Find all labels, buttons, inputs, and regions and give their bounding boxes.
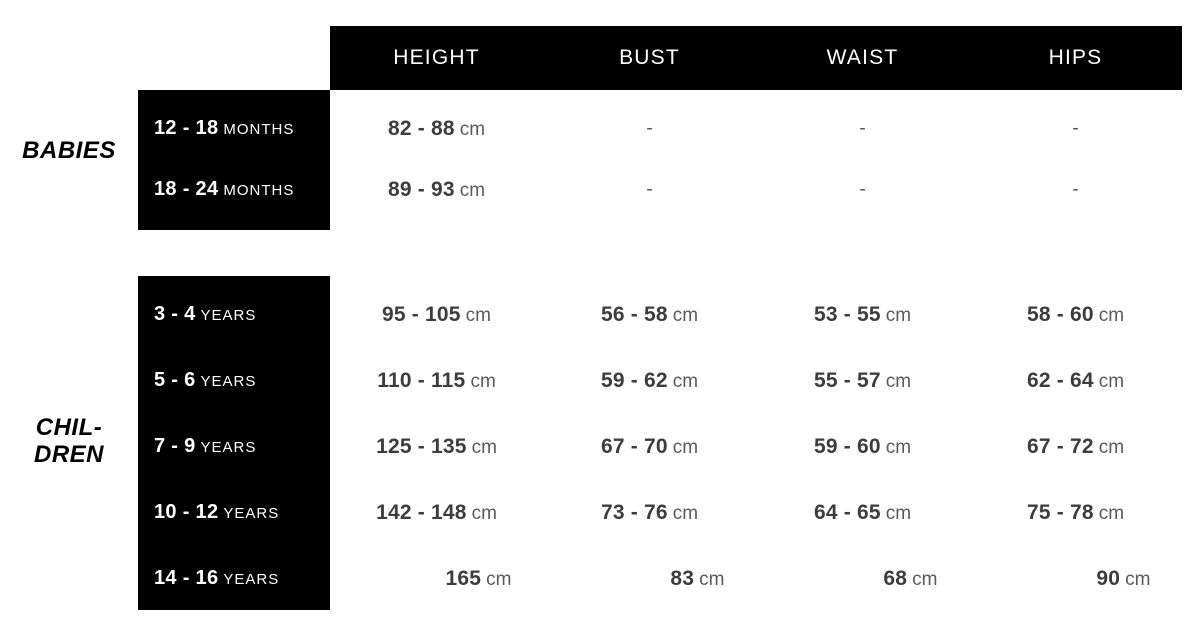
unit: cm: [459, 179, 486, 201]
age-cell: [138, 567, 330, 590]
age-range: 7 - 9: [154, 435, 196, 457]
unit: cm: [471, 502, 497, 524]
age-range: 12 - 18: [154, 117, 219, 139]
value: 55 - 57: [813, 368, 881, 392]
table-row: [138, 416, 1182, 477]
cell-height: [330, 117, 543, 141]
cell-hips: [969, 567, 1182, 591]
unit: cm: [459, 118, 486, 140]
value: 62 - 64: [1026, 368, 1094, 392]
cell-height: [330, 501, 543, 525]
unit: cm: [672, 370, 699, 392]
group-label-children-line1: CHIL-: [35, 414, 103, 441]
column-header-waist: WAIST: [826, 46, 899, 69]
value: 125 - 135: [376, 434, 467, 458]
age-unit: MONTHS: [223, 182, 295, 199]
unit: cm: [912, 568, 938, 590]
age-unit: YEARS: [223, 571, 280, 588]
value: 67 - 70: [600, 434, 668, 458]
unit: cm: [885, 502, 912, 524]
value: 59 - 60: [813, 434, 881, 458]
cell-bust: [543, 118, 756, 140]
value: 110 - 115: [377, 368, 466, 392]
value: 53 - 55: [813, 302, 881, 326]
unit: cm: [885, 436, 912, 458]
age-range: 3 - 4: [154, 303, 196, 325]
table-row: [138, 350, 1182, 411]
unit: cm: [486, 568, 512, 590]
age-unit: MONTHS: [223, 121, 295, 138]
value: 58 - 60: [1026, 302, 1094, 326]
unit: cm: [885, 370, 912, 392]
unit: cm: [1098, 502, 1125, 524]
age-range: 10 - 12: [154, 501, 219, 523]
cell-hips: [969, 501, 1182, 525]
value: 142 - 148: [376, 500, 467, 524]
cell-hips: [969, 118, 1182, 140]
column-header-height: HEIGHT: [393, 46, 480, 69]
unit: cm: [1125, 568, 1151, 590]
value: 64 - 65: [813, 500, 881, 524]
value: 82 - 88: [387, 116, 455, 140]
cell-hips: [969, 303, 1182, 327]
group-label-babies: BABIES: [22, 137, 116, 164]
value: -: [1072, 117, 1079, 139]
value: -: [859, 178, 866, 200]
group-label-children-line2: DREN: [33, 440, 104, 468]
unit: cm: [465, 304, 491, 326]
age-cell: [138, 435, 330, 458]
cell-height: [330, 178, 543, 202]
unit: cm: [672, 502, 699, 524]
unit: cm: [885, 304, 912, 326]
table-header-row: [330, 26, 1182, 90]
table-row: [138, 284, 1182, 345]
cell-hips: [969, 179, 1182, 201]
table-row: [138, 159, 1182, 220]
unit: cm: [470, 370, 496, 392]
cell-waist: [756, 501, 969, 525]
unit: cm: [1098, 370, 1125, 392]
table-row: [138, 482, 1182, 543]
age-cell: [138, 501, 330, 524]
value: 95 - 105: [382, 302, 461, 326]
cell-bust: [543, 501, 756, 525]
table-row: [138, 548, 1182, 609]
cell-waist: [756, 435, 969, 459]
value: 68: [883, 566, 908, 590]
unit: cm: [672, 436, 699, 458]
value: 89 - 93: [387, 177, 455, 201]
cell-height: [330, 435, 543, 459]
age-cell: [138, 303, 330, 326]
unit: cm: [1098, 436, 1125, 458]
unit: cm: [699, 568, 725, 590]
age-unit: YEARS: [200, 307, 257, 324]
age-range: 5 - 6: [154, 369, 196, 391]
column-header-hips: HIPS: [1048, 46, 1103, 69]
value: -: [646, 117, 653, 139]
unit: cm: [471, 436, 497, 458]
cell-waist: [756, 118, 969, 140]
value: 67 - 72: [1026, 434, 1094, 458]
cell-hips: [969, 369, 1182, 393]
unit: cm: [672, 304, 699, 326]
value: -: [859, 117, 866, 139]
cell-bust: [543, 567, 756, 591]
cell-height: [330, 303, 543, 327]
age-range: 18 - 24: [154, 178, 219, 200]
cell-bust: [543, 179, 756, 201]
age-unit: YEARS: [200, 439, 257, 456]
cell-height: [330, 567, 543, 591]
value: 90: [1096, 566, 1121, 590]
cell-bust: [543, 435, 756, 459]
cell-hips: [969, 435, 1182, 459]
column-header-bust: BUST: [619, 46, 680, 69]
value: 75 - 78: [1026, 500, 1094, 524]
value: 73 - 76: [600, 500, 668, 524]
unit: cm: [1098, 304, 1125, 326]
cell-bust: [543, 369, 756, 393]
value: 59 - 62: [600, 368, 668, 392]
age-cell: [138, 369, 330, 392]
cell-height: [330, 369, 543, 393]
cell-waist: [756, 369, 969, 393]
value: -: [646, 178, 653, 200]
age-cell: [138, 178, 330, 201]
age-unit: YEARS: [200, 373, 257, 390]
cell-bust: [543, 303, 756, 327]
cell-waist: [756, 303, 969, 327]
age-range: 14 - 16: [154, 567, 219, 589]
cell-waist: [756, 179, 969, 201]
age-unit: YEARS: [223, 505, 280, 522]
cell-waist: [756, 567, 969, 591]
age-cell: [138, 117, 330, 140]
value: -: [1072, 178, 1079, 200]
table-row: [138, 98, 1182, 159]
group-label-children: [0, 415, 138, 469]
value: 56 - 58: [600, 302, 668, 326]
value: 165: [445, 566, 482, 590]
value: 83: [670, 566, 695, 590]
